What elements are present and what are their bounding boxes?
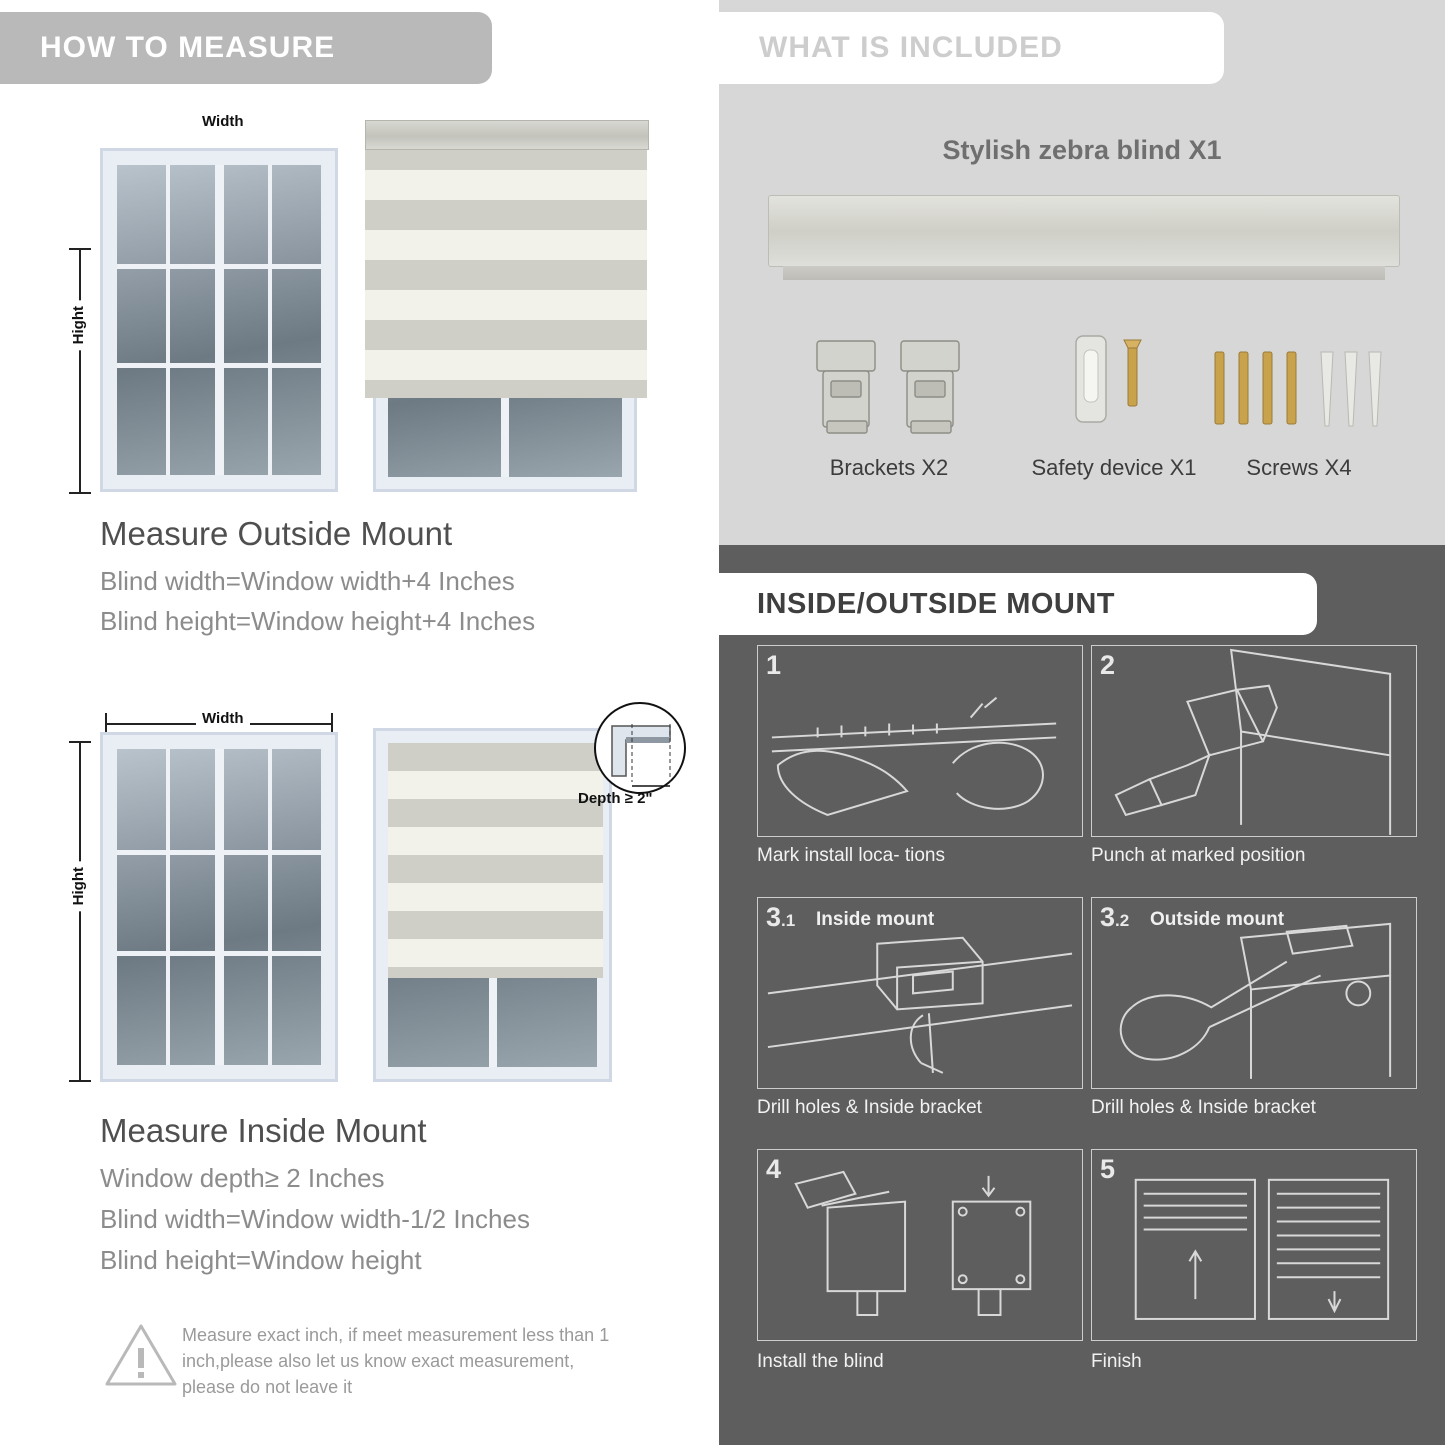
step-3-2-inline-label: Outside mount [1150, 909, 1285, 930]
step-4-number: 4 [766, 1154, 782, 1184]
warning-triangle-icon [104, 1322, 178, 1388]
how-to-measure-panel [0, 0, 711, 1445]
zebra-band [365, 320, 647, 350]
step-2-number: 2 [1100, 650, 1116, 680]
inside-mount-diagram [0, 696, 711, 1096]
measure-note: Measure exact inch, if meet measurement less than 1 inch,please also let us know exact measurement, please do not leave it [182, 1325, 610, 1398]
safety-device-image [1054, 330, 1174, 440]
part-label-screws: Screws X4 [1246, 455, 1352, 480]
step-3-1-card [757, 897, 1083, 1089]
zebra-band [388, 939, 603, 967]
step-3-1-caption: Drill holes & Inside bracket [757, 1097, 982, 1118]
outside-height-tick-bottom [69, 492, 91, 494]
outside-mount-line-2: Blind height=Window height+4 Inches [100, 606, 536, 636]
step-3-2-caption: Drill holes & Inside bracket [1091, 1097, 1316, 1118]
step-4-sketch-icon [758, 1150, 1082, 1341]
inside-height-tick-bottom [69, 1080, 91, 1082]
outside-mount-line-1: Blind width=Window width+4 Inches [100, 566, 515, 596]
zebra-band [388, 883, 603, 911]
step-1-caption: Mark install loca- tions [757, 845, 945, 866]
outside-width-label: Width [196, 113, 250, 130]
inside-mount-line-3: Blind height=Window height [100, 1245, 422, 1275]
window-grid-v2 [268, 749, 272, 1065]
window-mullion-vertical [215, 749, 224, 1065]
screws-image [1209, 338, 1389, 438]
zebra-band [365, 200, 647, 230]
step-1-card [757, 645, 1083, 837]
inside-mount-line-1: Window depth≥ 2 Inches [100, 1163, 385, 1193]
step-3-1-num-minor: .1 [781, 911, 796, 930]
outside-height-tick-top [69, 248, 91, 250]
part-label-safety-device: Safety device X1 [1031, 455, 1197, 480]
how-to-measure-badge [0, 12, 492, 84]
window-grid-v2 [268, 165, 272, 475]
step-3-1-inline-label: Inside mount [816, 909, 935, 930]
step-3-2-sketch-icon [1092, 898, 1416, 1089]
inside-outside-mount-panel [719, 545, 1445, 1445]
step-2-card [1091, 645, 1417, 837]
inside-outside-mount-badge [719, 573, 1317, 635]
step-3-2-num-major: 3 [1100, 902, 1116, 932]
zebra-band [365, 230, 647, 260]
zebra-band [365, 260, 647, 290]
zebra-band [365, 290, 647, 320]
outside-window-frame [100, 148, 338, 492]
blind-headrail [365, 120, 649, 150]
step-5-caption: Finish [1091, 1351, 1142, 1372]
window-grid-v1 [166, 749, 170, 1065]
step-5-sketch-icon [1092, 1150, 1416, 1341]
what-is-included-title: WHAT IS INCLUDED [759, 31, 1063, 64]
step-3-1-sketch-icon [758, 898, 1082, 1089]
outside-mount-diagram [0, 100, 711, 500]
window-mullion-vertical [215, 165, 224, 475]
step-1-number: 1 [766, 650, 782, 680]
zebra-band [365, 350, 647, 380]
inside-mount-heading: Measure Inside Mount [100, 1112, 427, 1149]
inside-width-label: Width [196, 710, 250, 727]
zebra-band [388, 967, 603, 978]
what-is-included-panel [719, 0, 1445, 545]
window-pane [117, 749, 321, 1065]
inside-height-label: Hight [70, 861, 87, 911]
zebra-band [388, 827, 603, 855]
window-grid-h2 [117, 363, 321, 368]
step-4-caption: Install the blind [757, 1351, 884, 1372]
inside-height-dim-line [79, 741, 81, 1082]
what-is-included-badge [719, 12, 1224, 84]
outside-height-label: Hight [70, 300, 87, 350]
how-to-measure-title: HOW TO MEASURE [40, 31, 336, 64]
step-1-sketch-icon [758, 646, 1082, 837]
included-zebra-blind-image [768, 195, 1400, 267]
step-2-caption: Punch at marked position [1091, 845, 1306, 866]
outside-height-dim-line [79, 248, 81, 494]
inside-mount-line-2: Blind width=Window width-1/2 Inches [100, 1204, 530, 1234]
zebra-shade-fabric [365, 140, 647, 398]
part-label-brackets: Brackets X2 [829, 455, 949, 480]
zebra-band [388, 855, 603, 883]
step-5-number: 5 [1100, 1154, 1116, 1184]
zebra-band [388, 911, 603, 939]
step-4-card [757, 1149, 1083, 1341]
step-3-1-num-major: 3 [766, 902, 782, 932]
outside-mount-heading: Measure Outside Mount [100, 515, 453, 552]
depth-label: Depth ≥ 2" [578, 790, 653, 807]
included-main-item-label: Stylish zebra blind X1 [942, 135, 1222, 165]
step-3-2-card [1091, 897, 1417, 1089]
window-pane [117, 165, 321, 475]
window-grid-h1 [117, 264, 321, 269]
zebra-band [365, 170, 647, 200]
zebra-band [365, 380, 647, 398]
outside-mount-blind [365, 120, 647, 492]
window-grid-h2 [117, 951, 321, 956]
inside-height-tick-top [69, 741, 91, 743]
inside-window-frame [100, 732, 338, 1082]
inside-outside-mount-title: INSIDE/OUTSIDE MOUNT [757, 587, 1116, 620]
step-2-sketch-icon [1092, 646, 1416, 837]
step-3-2-num-minor: .2 [1115, 911, 1130, 930]
step-5-card [1091, 1149, 1417, 1341]
window-grid-h1 [117, 850, 321, 855]
window-grid-v1 [166, 165, 170, 475]
brackets-image [809, 335, 969, 440]
